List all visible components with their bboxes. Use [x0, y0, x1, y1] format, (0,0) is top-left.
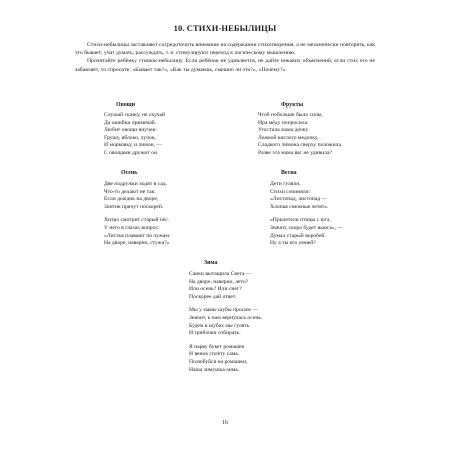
heading-osen: Осень [121, 170, 138, 176]
poem-line: Мы у мамы шубы просим — [189, 307, 258, 314]
poem-line: Да ошибки примечай. [104, 119, 157, 126]
poem-line: Что-то делают не так: [104, 188, 156, 195]
poem-line: Значит, к нам вернулась осень. [189, 314, 263, 321]
poem-line: «Прилетели птицы с юга, [270, 217, 331, 224]
poem-stanza [189, 344, 262, 374]
poem-line: На дворе, наверно, стужа?» [104, 240, 170, 247]
poem-line: Я нарву букет ромашек [189, 343, 245, 350]
poem-line: Угостила мама дочку [258, 127, 309, 134]
poem-line: Если дождик на дворе, [104, 196, 159, 203]
poem-line: Или осень? Или снег? [189, 286, 242, 293]
poem-line: Сладкого лимона сверху положила. [258, 142, 343, 149]
poem-osen [104, 181, 170, 248]
poem-line: Слушай сказку, не скучай [104, 112, 166, 118]
poem-stanza [104, 181, 170, 211]
heading-vesna: Весна [281, 170, 297, 176]
heading-zima: Зима [204, 260, 218, 266]
poem-line: Ложкой кислого медочку, [258, 134, 319, 141]
poem-line: Чтоб побольше было силы, [258, 112, 323, 118]
heading-frukty: Фрукты [281, 102, 304, 108]
poem-line: Грушу, яблоко, лучок, [104, 134, 156, 141]
poem-stanza [270, 217, 343, 247]
page-title: 10. СТИХИ-НЕБЫЛИЦЫ [173, 23, 277, 33]
poem-line: На дворе, наверно, лето? [189, 278, 249, 285]
page-number: 16 [222, 420, 228, 426]
poem-line: Две подружки ходят в сад. [104, 181, 167, 187]
intro-paragraph-1: Стихи-небылицы заставляют сосредоточить внимание на содержании стихотворения, а не механически повторять, как это бывает; учат думать, рассуждать, т. е. стимулируют переход к логическому мышлению. [75, 42, 375, 57]
poem-line: Поскорее дай ответ. [189, 293, 237, 300]
intro-paragraph-2: Прочитайте ребёнку стишок-небылицу. Если ребёнок не удивляется, не дайте никаких объяснений, если стих его не забавляет, то спросите: «Бывает так?», «Как ты думаешь, смешно ли это?», «Почему?». [75, 58, 375, 73]
poem-line: Санки вытащила Света — [189, 271, 252, 277]
poem-ovoshchi [104, 112, 165, 158]
poem-line: И венок сплету сама. [189, 351, 240, 358]
poem-line: Разве эта мама вас не удивила? [258, 149, 332, 156]
poem-line: Любит овощи внучок: [104, 127, 157, 134]
poem-line: Значит, скоро будет вьюга», — [270, 224, 343, 231]
poem-stanza [189, 271, 262, 301]
poem-line: Будем в шубах мы гулять [189, 322, 250, 329]
poem-line: Ну а ты его умней? [270, 240, 316, 247]
poem-stanza [104, 217, 170, 247]
poem-zima [189, 271, 262, 374]
intro-text [75, 41, 375, 74]
poem-line: Стихи сочиняли: [270, 188, 311, 195]
poem-line: У него в глазах вопрос: [104, 224, 160, 231]
poem-line: Хитро смотрит старый пёс. [104, 217, 170, 224]
poem-line: Думал старый воробей. [270, 232, 326, 239]
poem-line: И грибочки собирать. [189, 330, 241, 337]
poem-stanza [270, 181, 343, 211]
poem-line: С овощами дружит он. [104, 149, 159, 156]
poem-line: «Листья плавают по лужам. [104, 232, 171, 239]
poem-frukty [258, 112, 342, 158]
poem-vesna [270, 181, 343, 248]
poem-line: Полюбуйся на ромашки, [189, 358, 248, 365]
poem-line: И морковку, и лимон, — [104, 142, 163, 149]
poem-stanza [189, 307, 262, 337]
poem-line: Хлопья снежные летят». [270, 203, 329, 210]
poem-line: Зонтик прячут поскорей. [104, 203, 164, 210]
heading-ovoshchi: Овощи [116, 102, 136, 108]
poem-line: Ира мёду попросила. [258, 119, 309, 126]
poem-line: Наша зимушка-зима. [189, 366, 240, 373]
poem-line: Дети гуляли, [270, 181, 301, 187]
poem-line: «Листопад, листопад — [270, 196, 328, 203]
